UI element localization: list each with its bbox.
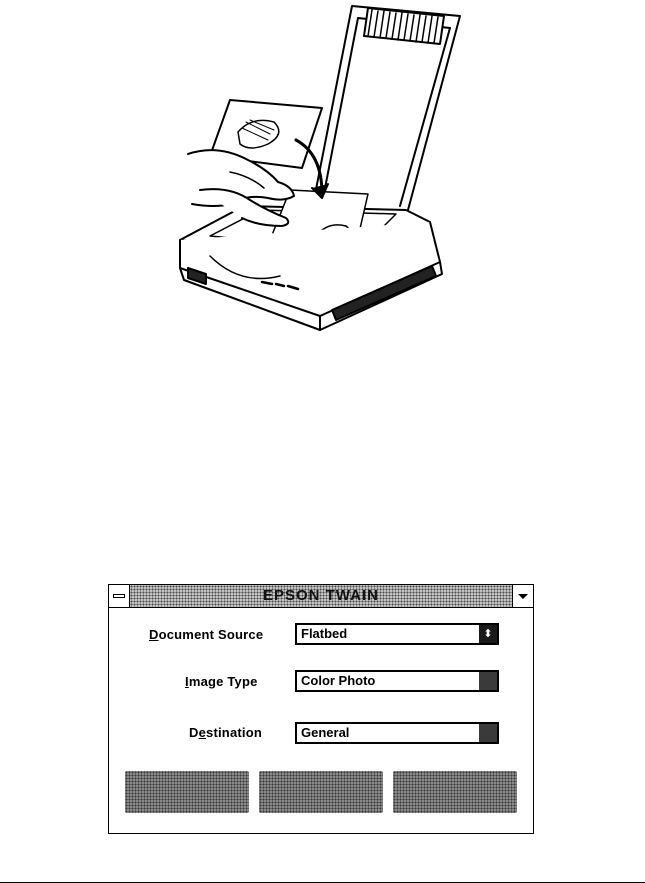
action-button-3[interactable] (393, 771, 517, 813)
epson-twain-dialog (108, 584, 534, 834)
image-type-select[interactable] (295, 670, 499, 692)
minimize-arrow-icon[interactable] (512, 585, 533, 607)
document-source-label: Document Source (149, 627, 264, 642)
dropdown-arrow-icon[interactable]: ⬍ (479, 625, 497, 643)
document-source-value: Flatbed (301, 626, 348, 641)
image-type-value: Color Photo (301, 673, 376, 688)
destination-value: General (301, 725, 350, 740)
action-button-1[interactable] (125, 771, 249, 813)
system-menu-icon[interactable] (109, 585, 130, 607)
destination-label: Destination (189, 725, 262, 740)
dropdown-arrow-icon[interactable] (479, 724, 497, 742)
scanner-illustration (170, 0, 470, 340)
window-title: EPSON TWAIN (262, 587, 379, 604)
action-button-2[interactable] (259, 771, 383, 813)
title-bar[interactable] (109, 585, 533, 608)
image-type-label: Image Type (185, 674, 258, 689)
document-source-select[interactable] (295, 623, 499, 645)
destination-select[interactable] (295, 722, 499, 744)
dropdown-arrow-icon[interactable] (479, 672, 497, 690)
